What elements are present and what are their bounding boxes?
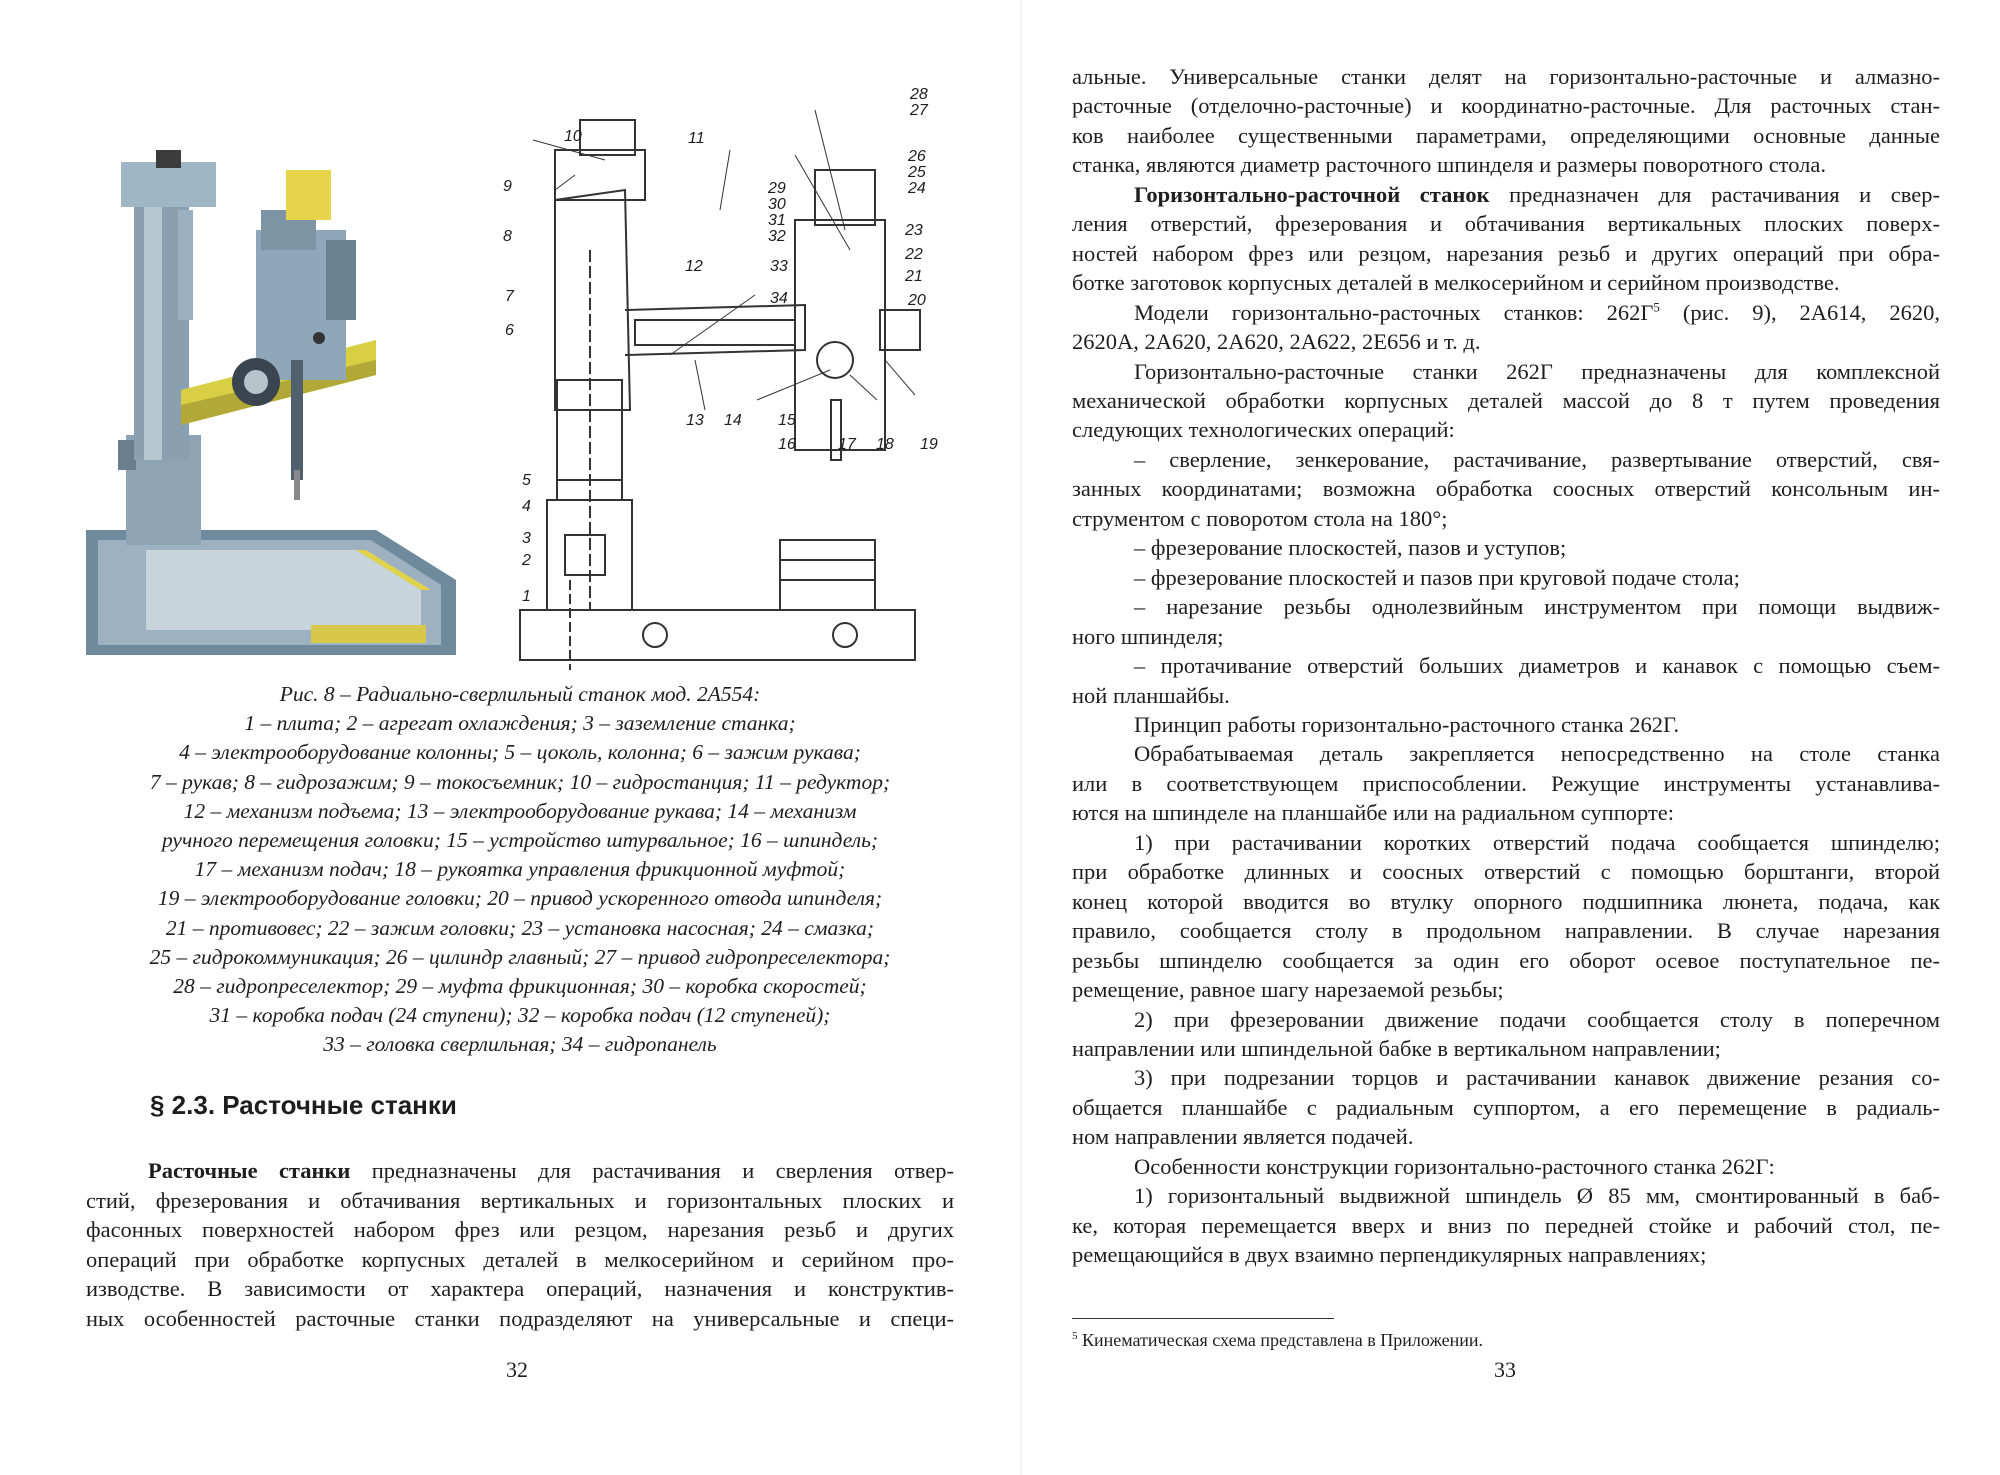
paragraph-line [1072, 298, 1940, 327]
callout-label: 28 [910, 86, 928, 103]
paragraph-line: Горизонтально-расточные станки 262Г предназначены для комплексной [1134, 358, 1940, 384]
paragraph-line: альные. Универсальные станки делят на горизонтально-расточные и алмазно- [1072, 64, 1940, 89]
page-gutter [1020, 0, 1022, 1475]
paragraph-line: фасонных поверхностей набором фрез или резцом, нарезания резьб и других [86, 1217, 954, 1243]
list-item-line: 1) горизонтальный выдвижной шпиндель Ø 85 мм, смонтированный в баб- [1134, 1183, 1940, 1209]
list-item-line: – протачивание отверстий больших диаметров и канавок с помощью съем- [1134, 653, 1940, 679]
callout-label: 7 [505, 288, 514, 305]
list-item-line: ном направлении является подачей. [1072, 1124, 1414, 1150]
callout-label: 3 [522, 530, 531, 547]
callout-label: 8 [503, 228, 512, 245]
caption-line: 25 – гидрокоммуникация; 26 – цилиндр главный; 27 – привод гидропреселектора; [149, 944, 891, 969]
callout-label: 2 [522, 552, 531, 569]
callout-label: 5 [522, 472, 531, 489]
page-number-right: 33 [1494, 1357, 1516, 1382]
paragraph-line: ков наиболее существенными параметрами, определяющими основные данные [1072, 122, 1940, 148]
page-number-left: 32 [506, 1357, 528, 1382]
list-item-line: занных координатами; возможна обработка соосных отверстий консольным ин- [1072, 476, 1940, 502]
caption-line: 19 – электрооборудование головки; 20 – привод ускоренного отвода шпинделя; [157, 886, 883, 911]
list-item-line: – сверление, зенкерование, растачивание, развертывание отверстий, свя- [1134, 446, 1940, 472]
list-item-line: ного шпинделя; [1072, 623, 1224, 649]
paragraph-line: ностей набором фрез или резцом, нарезания резьб и других операций при обра- [1072, 240, 1940, 266]
callout-label: 10 [564, 128, 582, 145]
caption-line: ручного перемещения головки; 15 – устройство штурвальное; 16 – шпиндель; [161, 828, 879, 853]
callout-label: 21 [905, 268, 923, 285]
machine-schematic-drawing [495, 80, 955, 670]
footnote [1072, 1330, 1483, 1351]
paragraph-line: расточные (отделочно-расточные) и координатно-расточные. Для расточных стан- [1072, 93, 1940, 119]
text-span: (рис. 9), 2А614, 2620, [1659, 299, 1940, 325]
list-item-line: резьбы шпинделю сообщается за один его оборот осевое поступательное пе- [1072, 947, 1940, 973]
list-item-line: правило, сообщается столу в продольном направлении. В случае нарезания [1072, 918, 1940, 944]
caption-line: 7 – рукав; 8 – гидрозажим; 9 – токосъемник; 10 – гидростанция; 11 – редуктор; [149, 769, 891, 794]
callout-label: 24 [908, 180, 926, 197]
callout-label: 12 [685, 258, 703, 275]
callout-label: 25 [908, 164, 926, 181]
paragraph-line: следующих технологических операций: [1072, 417, 1455, 443]
callout-label: 31 [768, 212, 786, 229]
callout-label: 14 [724, 412, 742, 429]
text-span: предназначены для растачивания и сверления отвер- [350, 1158, 954, 1183]
callout-label: 34 [770, 290, 788, 307]
right-page-body [1072, 62, 1940, 1270]
section-heading: § 2.3. Расточные станки [150, 1090, 457, 1120]
caption-line: 33 – головка сверлильная; 34 – гидропанель [323, 1032, 717, 1057]
callout-label: 4 [522, 498, 531, 515]
paragraph-line: стий, фрезерования и обтачивания вертикальных и горизонтальных плоских и [86, 1187, 954, 1213]
list-item-line: ке, которая перемещается вверх и вниз по передней стойке и рабочий стол, пе- [1072, 1212, 1940, 1238]
paragraph-line: станка, являются диаметр расточного шпинделя и размеры поворотного стола. [1072, 152, 1827, 178]
footnote-text: Кинематическая схема представлена в Приложении. [1077, 1330, 1484, 1350]
list-item-line: при обработке длинных и соосных отверстий с помощью борштанги, второй [1072, 859, 1940, 885]
callout-label: 19 [920, 436, 938, 453]
term-bold: Горизонтально-расточной станок [1134, 181, 1490, 207]
caption-line: 1 – плита; 2 – агрегат охлаждения; 3 – заземление станка; [244, 711, 796, 736]
callout-label: 16 [778, 436, 796, 453]
list-item-line: ремещение, равное шагу нарезаемой резьбы; [1072, 977, 1504, 1003]
text-span: предназначен для растачивания и свер- [1489, 181, 1940, 207]
paragraph-line: Принцип работы горизонтально-расточного станка 262Г. [1134, 711, 1680, 737]
figure-caption [80, 680, 960, 1060]
callout-label: 32 [768, 228, 786, 245]
list-item-line: общается планшайбе с радиальным суппортом, а его перемещение в радиаль- [1072, 1094, 1940, 1120]
paragraph-line: изводстве. В зависимости от характера операций, назначения и конструктив- [86, 1276, 954, 1302]
term-bold: Расточные станки [148, 1158, 351, 1183]
callout-label: 11 [688, 130, 705, 147]
paragraph-line: ления отверстий, фрезерования и обтачивания вертикальных плоских поверх- [1072, 211, 1940, 237]
callout-label: 18 [876, 436, 894, 453]
callout-label: 6 [505, 322, 514, 339]
list-item-line: – нарезание резьбы однолезвийным инструментом при помощи выдвиж- [1134, 594, 1940, 620]
list-item-line: ной планшайбы. [1072, 682, 1230, 708]
paragraph-line: ных особенностей расточные станки подразделяют на универсальные и специ- [86, 1305, 954, 1331]
caption-line: 21 – противовес; 22 – зажим головки; 23 – установка насосная; 24 – смазка; [165, 915, 875, 940]
callout-label: 9 [503, 178, 512, 195]
left-page-body [86, 1156, 954, 1334]
callout-label: 23 [905, 222, 923, 239]
caption-line: Рис. 8 – Радиально-сверлильный станок мод. 2А554: [279, 682, 761, 706]
paragraph-line: ются на шпинделе на планшайбе или на радиальном суппорте: [1072, 800, 1675, 826]
caption-line: 4 – электрооборудование колонны; 5 – цоколь, колонна; 6 – зажим рукава; [179, 740, 861, 765]
footnote-mark: 5 [1072, 1330, 1078, 1342]
callout-label: 13 [686, 412, 704, 429]
callout-label: 1 [522, 588, 531, 605]
paragraph-line: механической обработки корпусных деталей массой до 8 т путем проведения [1072, 387, 1940, 413]
callout-label: 15 [778, 412, 796, 429]
paragraph-line: или в соответствующем приспособлении. Режущие инструменты устанавлива- [1072, 770, 1940, 796]
callout-label: 17 [838, 436, 856, 453]
callout-label: 33 [770, 258, 788, 275]
machine-photo [86, 150, 456, 655]
paragraph-line: ботке заготовок корпусных деталей в мелкосерийном и серийном производстве. [1072, 270, 1840, 296]
list-item-line: 2) при фрезеровании движение подачи сообщается столу в поперечном [1134, 1006, 1940, 1032]
list-item-line: 3) при подрезании торцов и растачивании канавок движение резания со- [1134, 1065, 1940, 1091]
caption-line: 28 – гидропреселектор; 29 – муфта фрикционная; 30 – коробка скоростей; [173, 974, 867, 999]
callout-label: 29 [768, 180, 786, 197]
list-item-line: струментом с поворотом стола на 180°; [1072, 505, 1448, 531]
paragraph-line: операций при обработке корпусных деталей в мелкосерийном и серийном про- [86, 1246, 954, 1272]
list-item-line: направлении или шпиндельной бабке в вертикальном направлении; [1072, 1035, 1721, 1061]
caption-line: 31 – коробка подач (24 ступени); 32 – коробка подач (12 ступеней); [209, 1003, 831, 1028]
caption-line: 17 – механизм подач; 18 – рукоятка управления фрикционной муфтой; [194, 857, 846, 882]
paragraph-line [86, 1156, 954, 1186]
paragraph-line: Особенности конструкции горизонтально-расточного станка 262Г: [1134, 1153, 1775, 1179]
list-item-line: – фрезерование плоскостей и пазов при круговой подаче стола; [1134, 564, 1740, 590]
callout-label: 26 [908, 148, 926, 165]
text-span: Модели горизонтально-расточных станков: 262Г [1134, 299, 1654, 325]
callout-label: 27 [910, 102, 928, 119]
list-item-line: – фрезерование плоскостей, пазов и уступов; [1134, 535, 1567, 561]
footnote-ref: 5 [1653, 299, 1660, 315]
caption-line: 12 – механизм подъема; 13 – электрооборудование рукава; 14 – механизм [183, 798, 857, 823]
footnote-divider [1072, 1318, 1334, 1319]
list-item-line: 1) при растачивании коротких отверстий подача сообщается шпинделю; [1134, 829, 1940, 855]
callout-label: 20 [908, 292, 926, 309]
paragraph-line: Обрабатываемая деталь закрепляется непосредственно на столе станка [1134, 741, 1940, 767]
paragraph-line [1072, 180, 1940, 209]
callout-label: 22 [905, 246, 923, 263]
list-item-line: конец которой вводится во втулку опорного подшипника люнета, подача, как [1072, 888, 1940, 914]
paragraph-line: 2620А, 2А620, 2А620, 2А622, 2Е656 и т. д. [1072, 329, 1481, 355]
list-item-line: ремещающийся в двух взаимно перпендикулярных направлениях; [1072, 1242, 1707, 1268]
callout-label: 30 [768, 196, 786, 213]
